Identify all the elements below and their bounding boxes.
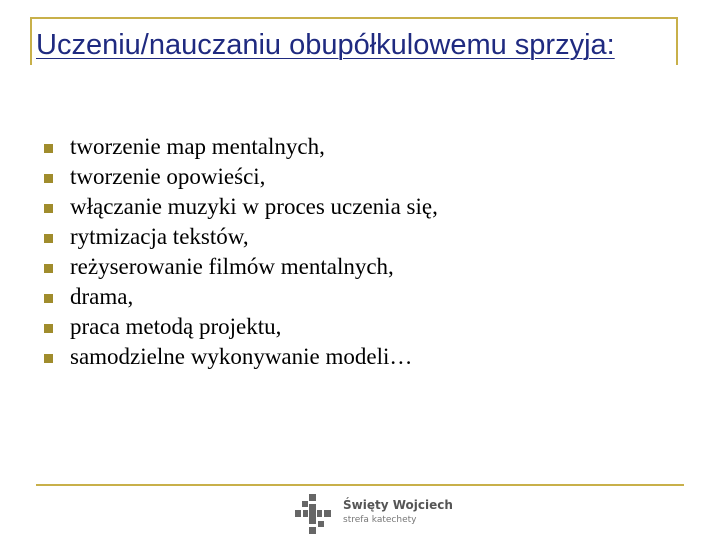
- bullet-item: [42, 342, 438, 372]
- square-bullet-icon: [44, 264, 53, 273]
- square-bullet-icon: [44, 354, 53, 363]
- bullet-text: samodzielne wykonywanie modeli…: [70, 344, 413, 369]
- square-bullet-icon: [44, 204, 53, 213]
- bullet-item: [42, 282, 438, 312]
- logo-subtitle: strefa katechety: [343, 515, 417, 525]
- bullet-list: [42, 132, 438, 372]
- frame-top-line: [32, 17, 678, 19]
- bullet-text: tworzenie opowieści,: [70, 164, 266, 189]
- bullet-text: reżyserowanie filmów mentalnych,: [70, 254, 394, 279]
- bullet-text: tworzenie map mentalnych,: [70, 134, 325, 159]
- bullet-text: włączanie muzyki w proces uczenia się,: [70, 194, 438, 219]
- bullet-item: [42, 162, 438, 192]
- bullet-text: drama,: [70, 284, 134, 309]
- cross-logo-icon: [293, 493, 333, 535]
- bullet-item: [42, 222, 438, 252]
- frame-left-line: [30, 17, 32, 65]
- square-bullet-icon: [44, 324, 53, 333]
- bullet-item: [42, 252, 438, 282]
- frame-bottom-line: [36, 484, 684, 486]
- square-bullet-icon: [44, 144, 53, 153]
- square-bullet-icon: [44, 174, 53, 183]
- bullet-item: [42, 132, 438, 162]
- footer-logo: [293, 493, 453, 535]
- logo-name: Święty Wojciech: [343, 498, 453, 512]
- square-bullet-icon: [44, 234, 53, 243]
- bullet-text: rytmizacja tekstów,: [70, 224, 249, 249]
- bullet-item: [42, 192, 438, 222]
- slide-title: Uczeniu/nauczaniu obupółkulowemu sprzyja:: [36, 29, 615, 61]
- square-bullet-icon: [44, 294, 53, 303]
- bullet-item: [42, 312, 438, 342]
- bullet-text: praca metodą projektu,: [70, 314, 282, 339]
